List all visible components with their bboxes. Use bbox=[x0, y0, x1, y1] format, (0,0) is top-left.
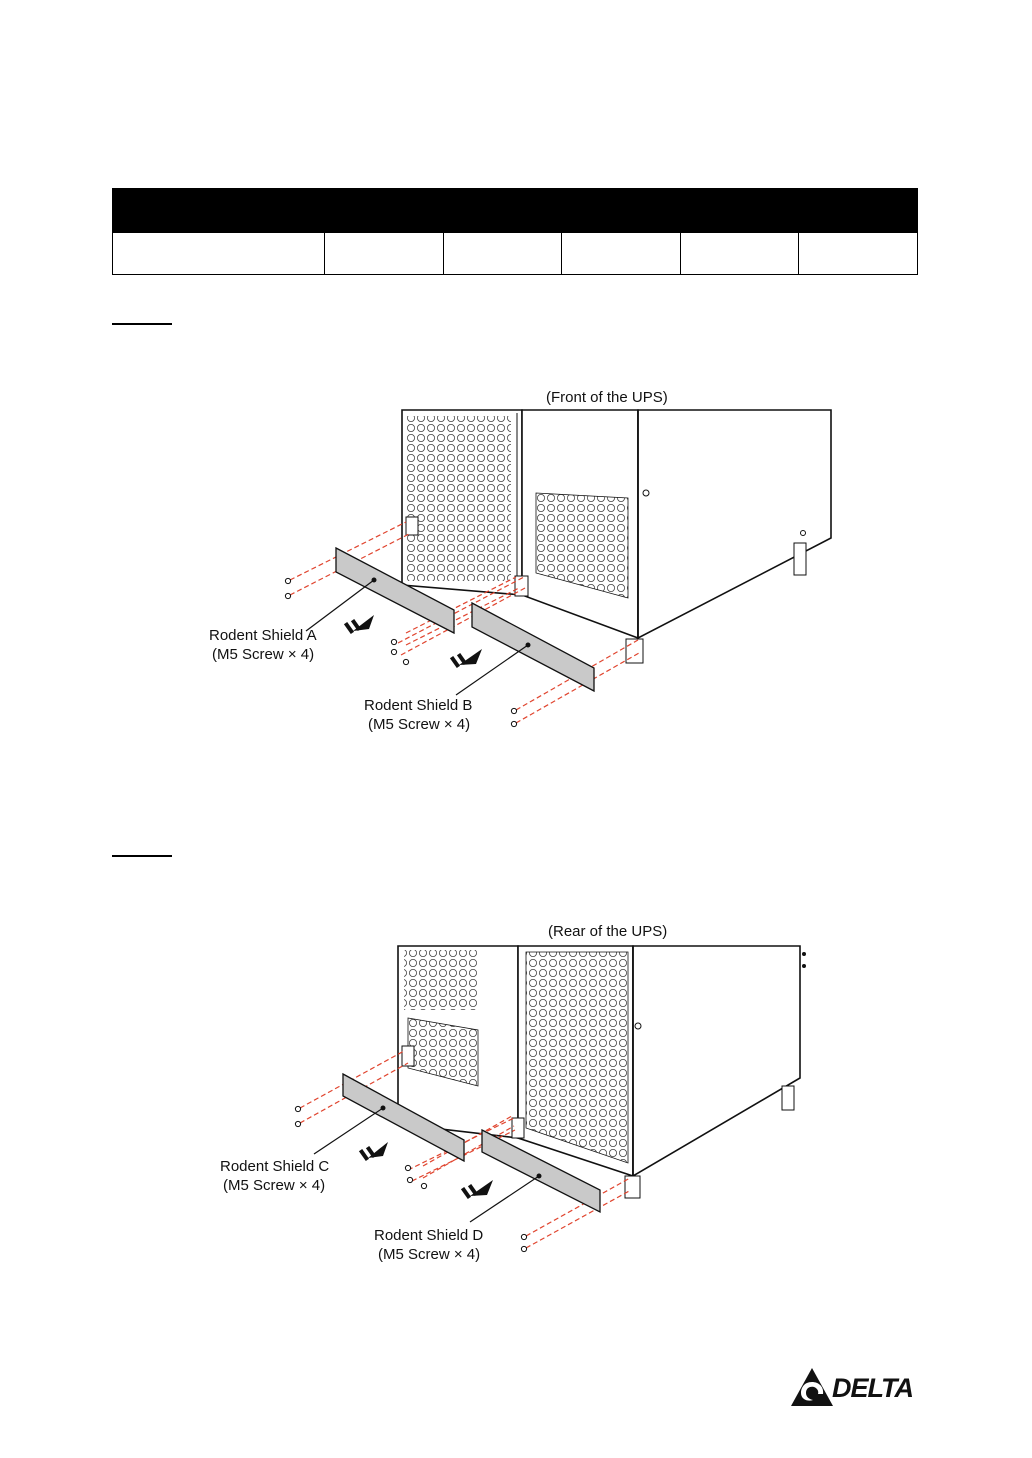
shield-a-screws: (M5 Screw × 4) bbox=[212, 646, 315, 663]
foot bbox=[406, 517, 418, 535]
rear-ups-illustration bbox=[218, 918, 818, 1266]
shield-c-label: Rodent Shield C bbox=[220, 1158, 330, 1175]
rear-figure-title: (Rear of the UPS) bbox=[548, 923, 668, 940]
shield-a-label: Rodent Shield A bbox=[209, 627, 317, 644]
shield-d-screws: (M5 Screw × 4) bbox=[378, 1246, 481, 1263]
shield-d-label: Rodent Shield D bbox=[374, 1227, 484, 1244]
rear-ups-figure bbox=[218, 918, 818, 1266]
right-cabinet-side-rear bbox=[633, 946, 800, 1176]
step-1-marker bbox=[112, 323, 172, 325]
table-header-row bbox=[113, 188, 918, 233]
shield-c-screws: (M5 Screw × 4) bbox=[223, 1177, 326, 1194]
foot bbox=[794, 543, 806, 575]
right-rear-grille bbox=[526, 952, 628, 1163]
front-figure-title: (Front of the UPS) bbox=[546, 389, 668, 406]
table-cell bbox=[113, 233, 325, 275]
table-header-cell bbox=[113, 188, 325, 233]
delta-triangle-icon bbox=[790, 1366, 834, 1410]
front-ups-figure bbox=[206, 383, 832, 738]
table-cell bbox=[325, 233, 444, 275]
table-header-cell bbox=[443, 188, 562, 233]
table-header-cell bbox=[562, 188, 681, 233]
shield-b-screws: (M5 Screw × 4) bbox=[368, 716, 471, 733]
delta-logo bbox=[790, 1366, 922, 1410]
left-vent-grille bbox=[407, 416, 511, 581]
table-cell bbox=[562, 233, 681, 275]
table-header-cell bbox=[799, 188, 918, 233]
table-header-cell bbox=[680, 188, 799, 233]
step-2-marker bbox=[112, 855, 172, 857]
table-cell bbox=[799, 233, 918, 275]
left-upper-grille bbox=[404, 950, 478, 1010]
delta-logo-text: DELTA bbox=[832, 1373, 913, 1403]
table-cell bbox=[680, 233, 799, 275]
front-ups-illustration bbox=[206, 383, 832, 738]
table-cell bbox=[443, 233, 562, 275]
right-cabinet-side bbox=[638, 410, 831, 638]
table-header-cell bbox=[325, 188, 444, 233]
shield-b-label: Rodent Shield B bbox=[364, 697, 473, 714]
spec-table bbox=[112, 188, 918, 275]
rodent-shield-b bbox=[472, 603, 594, 691]
table-row bbox=[113, 233, 918, 275]
